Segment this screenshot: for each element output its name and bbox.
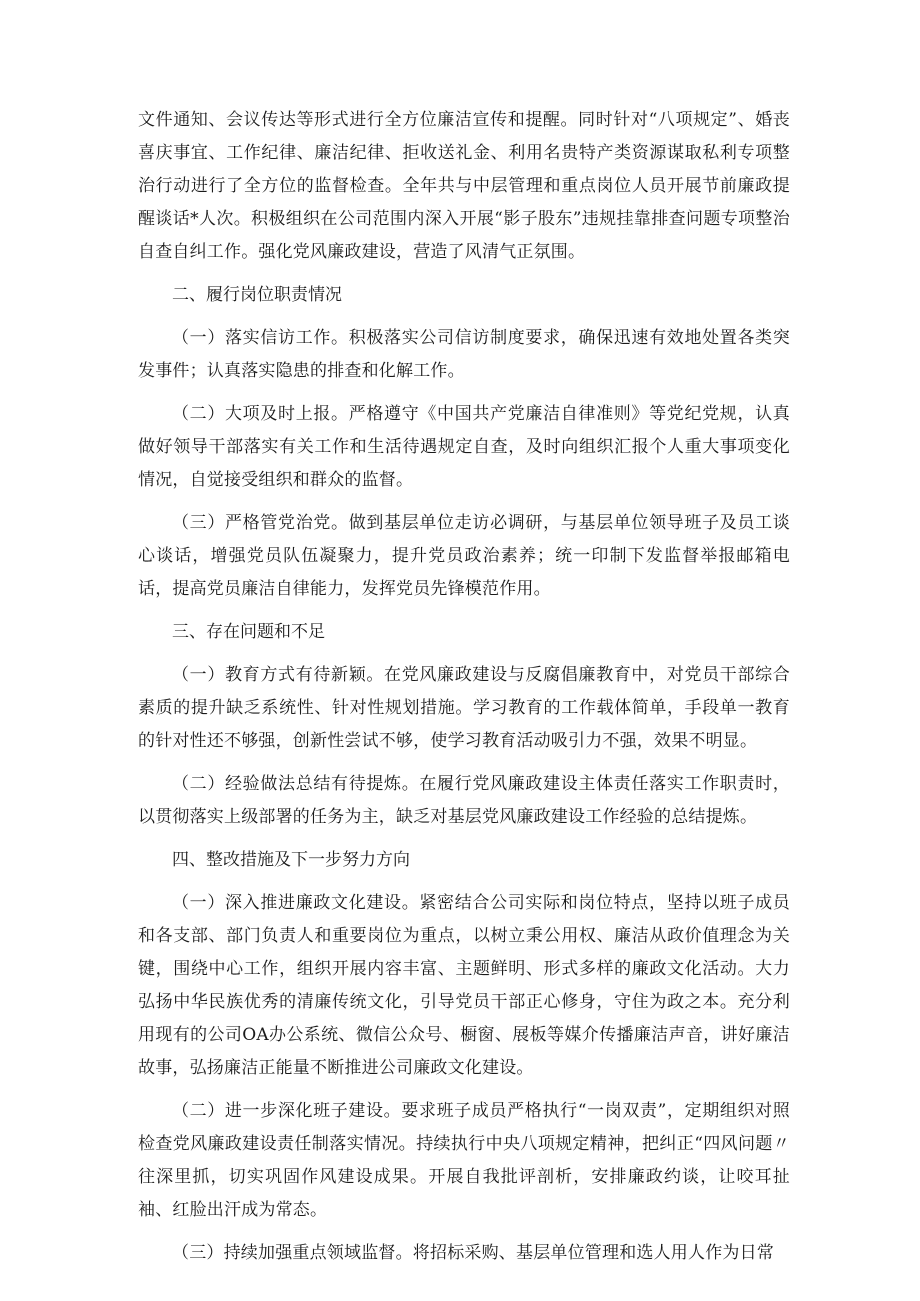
paragraph-3-2: （二）经验做法总结有待提炼。在履行党风廉政建设主体责任落实工作职责时，以贯彻落实上级部署的任务为主，缺乏对基层党风廉政建设工作经验的总结提炼。 (138, 774, 790, 827)
paragraph-2-3: （三）严格管党治党。做到基层单位走访必调研，与基层单位领导班子及员工谈心谈话，增强党员队伍凝聚力，提升党员政治素养；统一印制下发监督举报邮箱电话，提高党员廉洁自律能力，发挥党员先锋模范作用。 (138, 513, 790, 599)
paragraph-2-1: （一）落实信访工作。积极落实公司信访制度要求，确保迅速有效地处置各类突发事件；认真落实隐患的排查和化解工作。 (138, 328, 790, 381)
paragraph-4-3: （三）持续加强重点领域监督。将招标采购、基层单位管理和选人用人作为日常 (172, 1243, 774, 1263)
section-heading-4: 四、整改措施及下一步努力方向 (172, 850, 410, 870)
section-heading-3: 三、存在问题和不足 (172, 622, 325, 642)
paragraph-4-2: （二）进一步深化班子建设。要求班子成员严格执行“一岗双责”，定期组织对照检查党风廉政建设责任制落实情况。持续执行中央八项规定精神，把纠正“四风问题〃往深里抓，切实巩固作风建设成果。开展自我批评剖析，安排廉政约谈，让咬耳扯袖、红脸出汗成为常态。 (138, 1101, 790, 1220)
document-body (138, 104, 790, 1280)
paragraph-intro: 文件通知、会议传达等形式进行全方位廉洁宣传和提醒。同时针对“八项规定”、婚丧喜庆事宜、工作纪律、廉洁纪律、拒收送礼金、利用名贵特产类资源谋取私利专项整治行动进行了全方位的监督检查。全年共与中层管理和重点岗位人员开展节前廉政提醒谈话*人次。积极组织在公司范围内深入开展“影子股东”违规挂靠排查问题专项整治自查自纠工作。强化党风廉政建设，营造了风清气正氛围。 (138, 110, 790, 262)
paragraph-4-1: （一）深入推进廉政文化建设。紧密结合公司实际和岗位特点，坚持以班子成员和各支部、部门负责人和重要岗位为重点，以树立秉公用权、廉洁从政价值理念为关键，围绕中心工作，组织开展内容丰富、主题鲜明、形式多样的廉政文化活动。大力弘扬中华民族优秀的清廉传统文化，引导党员干部正心修身，守住为政之本。充分利用现有的公司OA办公系统、微信公众号、橱窗、展板等媒介传播廉洁声音，讲好廉洁故事，弘扬廉洁正能量不断推进公司廉政文化建设。 (138, 893, 790, 1078)
section-heading-2: 二、履行岗位职责情况 (172, 285, 342, 305)
paragraph-3-1: （一）教育方式有待新颖。在党风廉政建设与反腐倡廉教育中，对党员干部综合素质的提升缺乏系统性、针对性规划措施。学习教育的工作载体简单，手段单一教育的针对性还不够强，创新性尝试不够，使学习教育活动吸引力不强，效果不明显。 (138, 665, 790, 751)
paragraph-2-2: （二）大项及时上报。严格遵守《中国共产党廉洁自律准则》等党纪党规，认真做好领导干部落实有关工作和生活待遇规定自查，及时向组织汇报个人重大事项变化情况，自觉接受组织和群众的监督。 (138, 404, 790, 490)
